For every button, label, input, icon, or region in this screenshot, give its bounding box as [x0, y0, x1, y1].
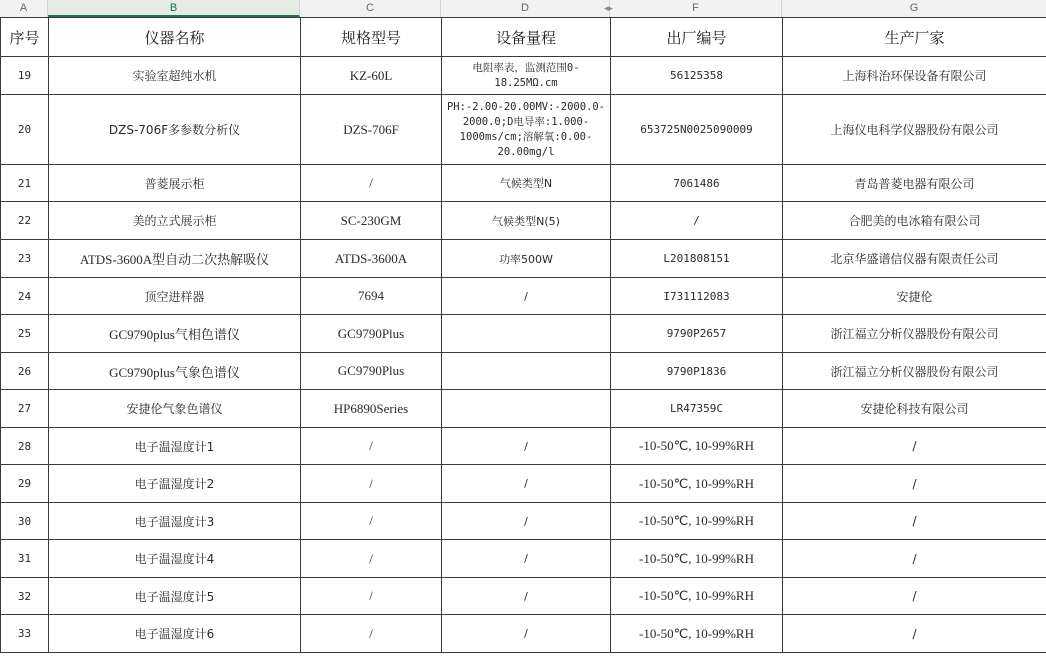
table-row	[1, 57, 1046, 95]
maker-cell[interactable]: 上海科治环保设备有限公司	[783, 57, 1046, 95]
serial-cell[interactable]: /	[611, 202, 783, 240]
maker-cell[interactable]: 浙江福立分析仪器股份有限公司	[783, 315, 1046, 353]
row-number-cell[interactable]: 20	[1, 95, 49, 165]
header-cell-name[interactable]: 仪器名称	[49, 18, 301, 57]
range-cell[interactable]: /	[442, 540, 611, 578]
serial-cell[interactable]: 7061486	[611, 165, 783, 202]
table-row	[1, 95, 1046, 165]
range-cell[interactable]: /	[442, 578, 611, 615]
row-number-cell[interactable]: 25	[1, 315, 49, 353]
name-cell[interactable]: 美的立式展示柜	[49, 202, 301, 240]
name-cell[interactable]: GC9790plus气象色谱仪	[49, 353, 301, 390]
header-cell-serial[interactable]: 出厂编号	[611, 18, 783, 57]
column-header-bar	[0, 0, 1046, 18]
name-cell[interactable]: 电子温湿度计1	[49, 428, 301, 465]
serial-cell[interactable]: -10-50℃, 10-99%RH	[611, 503, 783, 540]
range-cell[interactable]: 气候类型N(5)	[442, 202, 611, 240]
table-row	[1, 540, 1046, 578]
range-cell[interactable]: /	[442, 615, 611, 653]
row-number-cell[interactable]: 33	[1, 615, 49, 653]
serial-cell[interactable]: 9790P2657	[611, 315, 783, 353]
maker-cell[interactable]: 北京华盛谱信仪器有限责任公司	[783, 240, 1046, 278]
row-number-cell[interactable]: 19	[1, 57, 49, 95]
maker-cell[interactable]: /	[783, 503, 1046, 540]
model-cell[interactable]: ATDS-3600A	[301, 240, 442, 278]
range-cell[interactable]: 气候类型N	[442, 165, 611, 202]
header-cell-maker[interactable]: 生产厂家	[783, 18, 1046, 57]
range-cell[interactable]	[442, 315, 611, 353]
name-cell[interactable]: GC9790plus气相色谱仪	[49, 315, 301, 353]
maker-cell[interactable]: /	[783, 615, 1046, 653]
range-cell[interactable]: /	[442, 278, 611, 315]
name-cell[interactable]: 电子温湿度计3	[49, 503, 301, 540]
model-cell[interactable]: /	[301, 428, 442, 465]
maker-cell[interactable]: 上海仪电科学仪器股份有限公司	[783, 95, 1046, 165]
row-number-cell[interactable]: 28	[1, 428, 49, 465]
serial-cell[interactable]: I731112083	[611, 278, 783, 315]
data-table	[0, 17, 1046, 653]
model-cell[interactable]: /	[301, 540, 442, 578]
name-cell[interactable]: 普菱展示柜	[49, 165, 301, 202]
range-cell[interactable]: /	[442, 428, 611, 465]
row-number-cell[interactable]: 23	[1, 240, 49, 278]
maker-cell[interactable]: 青岛普菱电器有限公司	[783, 165, 1046, 202]
row-number-cell[interactable]: 26	[1, 353, 49, 390]
row-number-cell[interactable]: 24	[1, 278, 49, 315]
serial-cell[interactable]: -10-50℃, 10-99%RH	[611, 540, 783, 578]
name-cell[interactable]: 电子温湿度计4	[49, 540, 301, 578]
table-row	[1, 390, 1046, 428]
table-row	[1, 315, 1046, 353]
header-cell-range[interactable]: 设备量程	[442, 18, 611, 57]
table-row	[1, 202, 1046, 240]
maker-cell[interactable]: /	[783, 428, 1046, 465]
header-row	[1, 18, 1046, 57]
model-cell[interactable]: /	[301, 503, 442, 540]
header-cell-no[interactable]: 序号	[1, 18, 49, 57]
table-row	[1, 503, 1046, 540]
column-header-f[interactable]: F	[610, 0, 782, 17]
row-number-cell[interactable]: 30	[1, 503, 49, 540]
model-cell[interactable]: 7694	[301, 278, 442, 315]
table-row	[1, 465, 1046, 503]
model-cell[interactable]: GC9790Plus	[301, 353, 442, 390]
maker-cell[interactable]: 浙江福立分析仪器股份有限公司	[783, 353, 1046, 390]
serial-cell[interactable]: -10-50℃, 10-99%RH	[611, 578, 783, 615]
model-cell[interactable]: KZ-60L	[301, 57, 442, 95]
maker-cell[interactable]: /	[783, 540, 1046, 578]
name-cell[interactable]: 安捷伦气象色谱仪	[49, 390, 301, 428]
range-cell[interactable]: /	[442, 465, 611, 503]
row-number-cell[interactable]: 22	[1, 202, 49, 240]
maker-cell[interactable]: 安捷伦	[783, 278, 1046, 315]
name-cell[interactable]: 电子温湿度计2	[49, 465, 301, 503]
model-cell[interactable]: /	[301, 615, 442, 653]
table-row	[1, 165, 1046, 202]
range-cell[interactable]	[442, 353, 611, 390]
serial-cell[interactable]: L201808151	[611, 240, 783, 278]
model-cell[interactable]: /	[301, 465, 442, 503]
serial-cell[interactable]: 9790P1836	[611, 353, 783, 390]
serial-cell[interactable]: -10-50℃, 10-99%RH	[611, 428, 783, 465]
table-row	[1, 578, 1046, 615]
range-cell[interactable]	[442, 390, 611, 428]
table-row	[1, 428, 1046, 465]
serial-cell[interactable]: 56125358	[611, 57, 783, 95]
model-cell[interactable]: GC9790Plus	[301, 315, 442, 353]
model-cell[interactable]: SC-230GM	[301, 202, 442, 240]
hidden-column-marker-icon[interactable]: ◂▸	[604, 4, 614, 14]
name-cell[interactable]: ATDS-3600A型自动二次热解吸仪	[49, 240, 301, 278]
column-header-c[interactable]: C	[300, 0, 441, 17]
name-cell[interactable]: DZS-706F多参数分析仪	[49, 95, 301, 165]
column-header-b[interactable]: B	[48, 0, 300, 17]
model-cell[interactable]: HP6890Series	[301, 390, 442, 428]
table-row	[1, 278, 1046, 315]
serial-cell[interactable]: LR47359C	[611, 390, 783, 428]
row-number-cell[interactable]: 27	[1, 390, 49, 428]
row-number-cell[interactable]: 31	[1, 540, 49, 578]
table-row	[1, 240, 1046, 278]
range-cell[interactable]: PH:-2.00-20.00MV:-2000.0-2000.0;D电导率:1.000-1000ms/cm;溶解氧:0.00-20.00mg/l	[442, 95, 611, 165]
maker-cell[interactable]: /	[783, 465, 1046, 503]
model-cell[interactable]: /	[301, 578, 442, 615]
model-cell[interactable]: /	[301, 165, 442, 202]
serial-cell[interactable]: -10-50℃, 10-99%RH	[611, 465, 783, 503]
name-cell[interactable]: 实验室超纯水机	[49, 57, 301, 95]
name-cell[interactable]: 电子温湿度计6	[49, 615, 301, 653]
serial-cell[interactable]: 653725N0025090009	[611, 95, 783, 165]
row-number-cell[interactable]: 29	[1, 465, 49, 503]
range-cell[interactable]: /	[442, 503, 611, 540]
maker-cell[interactable]: /	[783, 578, 1046, 615]
range-cell[interactable]: 电阻率表，监测范围0-18.25MΩ.cm	[442, 57, 611, 95]
maker-cell[interactable]: 安捷伦科技有限公司	[783, 390, 1046, 428]
column-header-a[interactable]: A	[0, 0, 48, 17]
column-header-d[interactable]: D	[441, 0, 610, 17]
column-header-g[interactable]: G	[909, 2, 919, 14]
range-cell[interactable]: 功率500W	[442, 240, 611, 278]
name-cell[interactable]: 电子温湿度计5	[49, 578, 301, 615]
row-number-cell[interactable]: 32	[1, 578, 49, 615]
table-row	[1, 353, 1046, 390]
serial-cell[interactable]: -10-50℃, 10-99%RH	[611, 615, 783, 653]
table-row	[1, 615, 1046, 653]
model-cell[interactable]: DZS-706F	[301, 95, 442, 165]
header-cell-model[interactable]: 规格型号	[301, 18, 442, 57]
name-cell[interactable]: 顶空进样器	[49, 278, 301, 315]
maker-cell[interactable]: 合肥美的电冰箱有限公司	[783, 202, 1046, 240]
row-number-cell[interactable]: 21	[1, 165, 49, 202]
